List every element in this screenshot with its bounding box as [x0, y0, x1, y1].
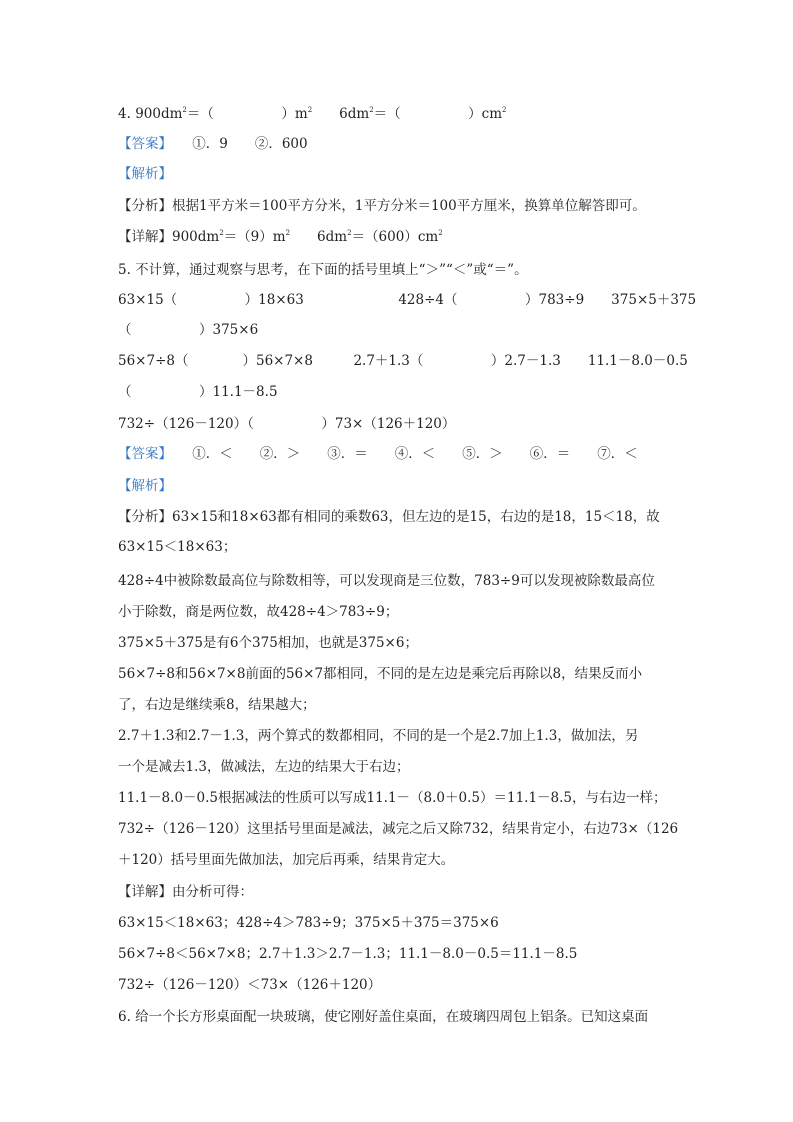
q5-analysis-line: 56×7÷8和56×7×8前面的56×7都相同，不同的是左边是乘完后再除以8，结果反而小	[118, 666, 643, 682]
q5-analysis-line: 56×7÷8＜56×7×8；2.7＋1.3＞2.7－1.3；11.1－8.0－0.5＝11.1－8.5	[118, 946, 578, 962]
q5-analysis-line: 428÷4中被除数最高位与除数相等，可以发现商是三位数，783÷9可以发现被除数最高位	[118, 573, 655, 589]
q5-row-4: （ ）11.1－8.5	[118, 384, 278, 400]
q5-analysis-line: 一个是减去1.3，做减法，左边的结果大于右边；	[118, 759, 410, 775]
q5-analysis-line: 小于除数，商是两位数，故428÷4＞783÷9；	[118, 604, 399, 620]
q5-stem: 5. 不计算，通过观察与思考，在下面的括号里填上“＞”“＜”或“＝”。	[118, 262, 528, 278]
q4-xiangjie: 【详解】$900dm^2=(9)m^2$ $6dm^2=(600)cm^2$	[118, 229, 443, 245]
answer-tag: 【答案】	[118, 446, 166, 462]
analysis-tag: 【解析】	[118, 478, 172, 494]
q5-analysis-line: 2.7＋1.3和2.7－1.3，两个算式的数都相同，不同的是一个是2.7加上1.3，做加法，另	[118, 728, 639, 744]
q5-analysis-line: 11.1－8.0－0.5根据减法的性质可以写成11.1－（8.0＋0.5）＝11.1－8.5，与右边一样；	[118, 790, 667, 806]
q5-analysis-line: 63×15＜18×63；	[118, 539, 237, 555]
q6-stem: 6. 给一个长方形桌面配一块玻璃，使它刚好盖住桌面，在玻璃四周包上铝条。已知这桌面	[118, 1009, 649, 1025]
q5-analysis-line: 732÷（126－120）这里括号里面是减法，减完之后又除732，结果肯定小，右边73×（126	[118, 821, 679, 837]
q5-analysis-line: 375×5＋375是有6个375相加，也就是375×6；	[118, 635, 418, 651]
q5-analysis-line: 【详解】由分析可得：	[118, 884, 253, 900]
q5-analysis-line: 了，右边是继续乘8，结果越大；	[118, 697, 316, 713]
q5-row-3: 56×7÷8（ ）56×7×8 2.7＋1.3（ ）2.7－1.3 11.1－8.0－0.5	[118, 353, 688, 369]
q5-row-5: 732÷（126－120）（ ）73×（126＋120）	[118, 416, 456, 432]
q5-answer-line: 【答案】 ①．＜ ②．＞ ③．＝ ④．＜ ⑤．＞ ⑥．＝ ⑦．＜	[118, 446, 638, 462]
q5-row-1: 63×15（ ）18×63 428÷4（ ）783÷9 375×5＋375	[118, 292, 697, 308]
q5-analysis-line: 【分析】63×15和18×63都有相同的乘数63，但左边的是15，右边的是18，15＜18，故	[118, 509, 660, 525]
q4-answer-line: 【答案】 ①．9 ②．600	[118, 136, 308, 152]
q5-analysis-line: 732÷（126－120）＜73×（126＋120）	[118, 977, 382, 993]
q5-analysis-line: 63×15＜18×63；428÷4＞783÷9；375×5＋375＝375×6	[118, 915, 499, 931]
answer-tag: 【答案】	[118, 136, 166, 152]
q5-row-2: （ ）375×6	[118, 322, 259, 338]
q5-analysis-line: ＋120）括号里面先做加法，加完后再乘，结果肯定大。	[118, 852, 455, 868]
q4-fenxi: 【分析】根据1平方米＝100平方分米，1平方分米＝100平方厘米，换算单位解答即可。	[118, 198, 646, 214]
analysis-tag: 【解析】	[118, 166, 172, 182]
q4-question: 4. $900dm^2=$（ ）$m^2$ $6dm^2=$（ ）$cm^2$	[118, 106, 507, 122]
